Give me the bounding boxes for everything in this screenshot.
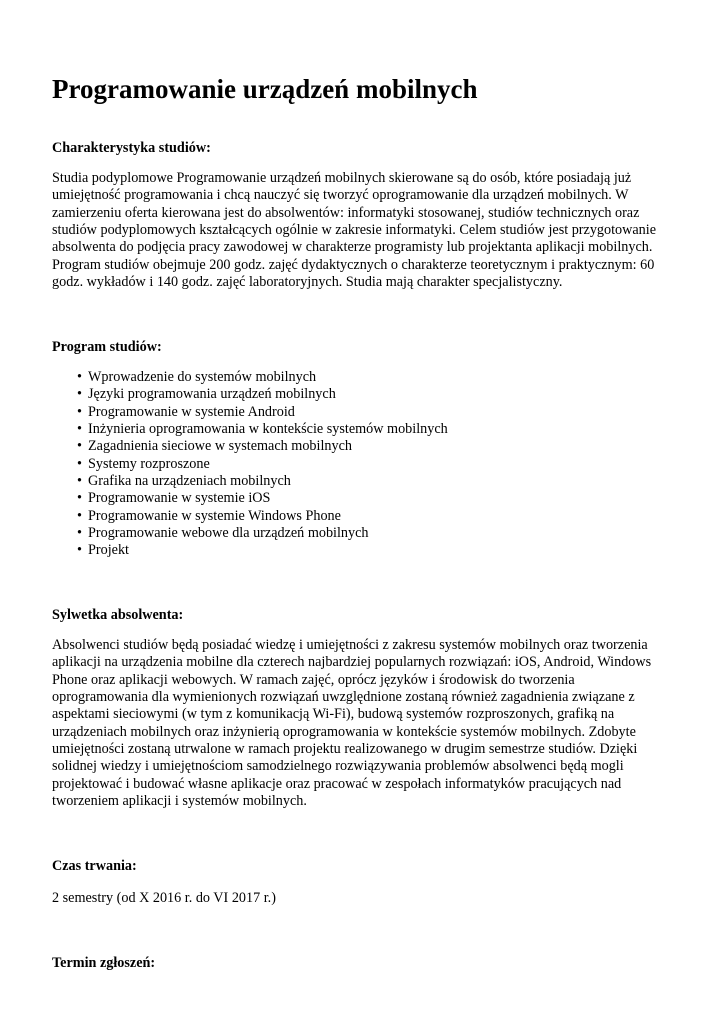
bullet-icon: • (77, 507, 82, 524)
list-item-label: Zagadnienia sieciowe w systemach mobilnych (88, 438, 352, 455)
list-item (52, 490, 448, 507)
bullet-icon: • (77, 542, 82, 559)
characteristics-line: absolwenta do podjęcia pracy zawodowej w charakterze programisty lub projektanta aplikacji mobilnych. (52, 239, 653, 256)
list-item-label: Wprowadzenie do systemów mobilnych (88, 369, 317, 385)
bullet-icon: • (77, 369, 82, 385)
list-item-label: Projekt (88, 542, 129, 559)
characteristics-line: godz. wykładów i 140 godz. zajęć laboratoryjnych. Studia mają charakter specjalistyczny. (52, 274, 563, 291)
list-item (52, 525, 448, 542)
bullet-icon: • (77, 438, 82, 455)
list-item-label: Języki programowania urządzeń mobilnych (88, 386, 336, 403)
list-item (52, 421, 448, 438)
program-list (52, 369, 448, 560)
list-item-label: Systemy rozproszone (88, 455, 210, 472)
list-item (52, 438, 448, 455)
graduate-line: tworzeniem aplikacji i systemów mobilnych. (52, 793, 307, 810)
characteristics-paragraph (52, 170, 672, 291)
bullet-icon: • (77, 386, 82, 403)
characteristics-line: zamierzeniu oferta kierowana jest do absolwentów: informatyki stosowanej, studiów technicznych oraz (52, 204, 640, 221)
graduate-line: solidnej wiedzy i umiejętnościom samodzielnego rozwiązywania problemów absolwenci będą mogli (52, 758, 624, 775)
list-item-label: Programowanie webowe dla urządzeń mobilnych (88, 525, 369, 542)
characteristics-line: umiejętność programowania i chcą nauczyć się tworzyć oprogramowanie dla urządzeń mobilnych. W (52, 187, 629, 204)
graduate-line: umiejętności zostaną utrwalone w ramach projektu realizowanego w drugim semestrze studiów. Dzięki (52, 741, 638, 758)
list-item (52, 508, 448, 525)
graduate-paragraph (52, 637, 672, 810)
list-item-label: Programowanie w systemie iOS (88, 490, 271, 507)
list-item-label: Programowanie w systemie Windows Phone (88, 507, 341, 524)
graduate-line: Absolwenci studiów będą posiadać wiedzę i umiejętności z zakresu systemów mobilnych oraz tworzenia (52, 637, 648, 653)
graduate-line: aspektami sieciowymi (w tym z komunikacją Wi-Fi), budową systemów rozproszonych, grafiką na (52, 706, 615, 723)
list-item (52, 542, 448, 559)
list-item (52, 369, 448, 386)
page-title: Programowanie urządzeń mobilnych (52, 74, 478, 104)
bullet-icon: • (77, 490, 82, 507)
list-item (52, 386, 448, 403)
graduate-line: urządzeniach mobilnych oraz inżynierią oprogramowania w kontekście systemów mobilnych. Zdobyte (52, 723, 636, 740)
characteristics-heading: Charakterystyka studiów: (52, 140, 211, 156)
graduate-heading: Sylwetka absolwenta: (52, 607, 184, 623)
list-item-label: Programowanie w systemie Android (88, 403, 295, 420)
bullet-icon: • (77, 403, 82, 420)
list-item (52, 473, 448, 490)
characteristics-line: Program studiów obejmuje 200 godz. zajęć dydaktycznych o charakterze teoretycznym i praktycznym: 60 (52, 256, 655, 273)
duration-text: 2 semestry (od X 2016 r. do VI 2017 r.) (52, 890, 276, 906)
registration-heading: Termin zgłoszeń: (52, 955, 156, 971)
bullet-icon: • (77, 525, 82, 542)
duration-heading: Czas trwania: (52, 858, 137, 874)
graduate-line: projektować i budować własne aplikacje oraz pracować w zespołach informatyków pracujących nad (52, 775, 622, 792)
graduate-line: Phone oraz aplikacji webowych. W ramach zajęć, oprócz języków i środowisk do tworzenia (52, 671, 575, 688)
list-item-label: Inżynieria oprogramowania w kontekście systemów mobilnych (88, 421, 448, 438)
list-item (52, 404, 448, 421)
bullet-icon: • (77, 473, 82, 490)
list-item (52, 456, 448, 473)
graduate-line: aplikacji na urządzenia mobilne dla czterech najbardziej popularnych rozwiązań: iOS, Android, Windows (52, 654, 652, 671)
graduate-line: oprogramowania dla wymienionych rozwiązań uwzględnione zostaną również zagadnienia związane z (52, 689, 635, 706)
bullet-icon: • (77, 455, 82, 472)
program-heading: Program studiów: (52, 339, 162, 355)
list-item-label: Grafika na urządzeniach mobilnych (88, 473, 291, 490)
bullet-icon: • (77, 421, 82, 438)
characteristics-line: Studia podyplomowe Programowanie urządzeń mobilnych skierowane są do osób, które posiadają już (52, 170, 632, 186)
characteristics-line: studiów podyplomowych kształcących ogólnie w zakresie informatyki. Celem studiów jest przygotowanie (52, 222, 657, 239)
